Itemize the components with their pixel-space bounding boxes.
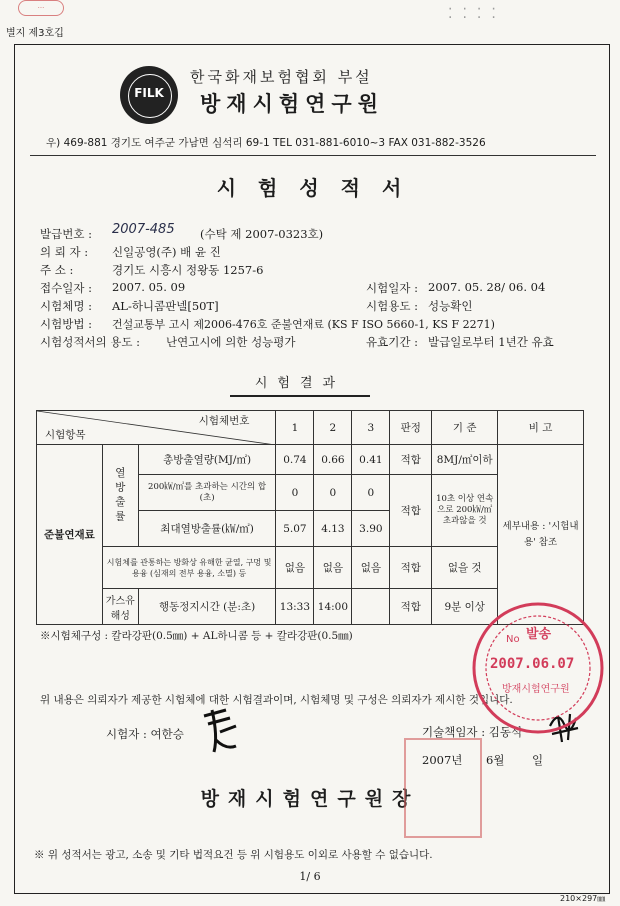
header-judge: 판정 — [390, 411, 432, 445]
method-label: 시험방법 : — [40, 317, 92, 331]
paper-size: 210×297㎜ — [560, 894, 606, 903]
row3-v3: 3.90 — [352, 511, 390, 547]
address-value: 경기도 시흥시 정왕동 1257-6 — [112, 263, 264, 277]
form-number: 별지 제3호깁 — [6, 28, 64, 39]
org-address: 우) 469-881 경기도 여주군 가남면 심석리 69-1 TEL 031-881-6010~3 FAX 031-882-3526 — [46, 137, 486, 149]
row1-v2: 0.66 — [314, 445, 352, 475]
row5-judge: 적합 — [390, 589, 432, 625]
test-date-label: 시험일자 : — [366, 281, 418, 295]
row5-v3 — [352, 589, 390, 625]
date-month: 6월 — [486, 753, 505, 767]
page-number: 1/ 6 — [299, 870, 321, 883]
filk-logo — [120, 66, 178, 124]
client-label: 의 뢰 자 : — [40, 245, 89, 259]
header-col-2: 2 — [314, 411, 352, 445]
header-specimen-number: 시험체번호 — [198, 415, 250, 427]
usage-value: 성능확인 — [428, 299, 473, 313]
row23-criteria: 10초 이상 연속으로 200㎾/㎡ 초과않을 것 — [432, 475, 498, 547]
group-gas-toxicity: 가스유해성 — [102, 589, 138, 625]
row3-v2: 4.13 — [314, 511, 352, 547]
row2-v2: 0 — [314, 475, 352, 511]
date-day: 일 — [532, 753, 544, 767]
row3-v1: 5.07 — [276, 511, 314, 547]
row2-v1: 0 — [276, 475, 314, 511]
logo-text: FILK — [134, 86, 164, 100]
validity-value: 발급일로부터 1년간 유효 — [428, 335, 554, 349]
row2-v3: 0 — [352, 475, 390, 511]
received-date-label: 접수일자 : — [40, 281, 92, 295]
client-value: 신일공영(주) 배 윤 진 — [112, 245, 221, 259]
date-year: 2007년 — [422, 753, 463, 767]
dispatch-stamp — [468, 598, 608, 738]
row2-label: 200㎾/㎡를 초과하는 시간의 합(초) — [138, 475, 276, 511]
row4-label: 시험체를 관통하는 방화상 유해한 균열, 구멍 및 용융 (심재의 전부 용융, 소멸) 등 — [102, 547, 276, 589]
row23-judge: 적합 — [390, 475, 432, 547]
row4-v2: 없음 — [314, 547, 352, 589]
stamp-org: 방재시험연구원 — [502, 684, 570, 695]
specimen-label: 시험체명 : — [40, 299, 92, 313]
row4-v1: 없음 — [276, 547, 314, 589]
results-title: 시험결과 — [230, 372, 370, 397]
results-table — [36, 410, 584, 625]
consign-number: (수탁 제 2007-0323호) — [200, 227, 324, 241]
group-heat-release: 열방출률 — [102, 445, 138, 547]
row1-label: 총방출열량(MJ/㎡) — [138, 445, 276, 475]
tester-signature — [196, 706, 244, 756]
remark-cell: 세부내용 : '시험내용' 참조 — [498, 445, 584, 625]
header-col-3: 3 — [352, 411, 390, 445]
row4-v3: 없음 — [352, 547, 390, 589]
stamp-no: No — [506, 634, 520, 645]
purpose-value: 난연고시에 의한 성능평가 — [166, 335, 296, 349]
row1-v1: 0.74 — [276, 445, 314, 475]
row5-label: 행동정지시간 (분:초) — [138, 589, 276, 625]
header-criteria: 기 준 — [432, 411, 498, 445]
row1-criteria: 8MJ/㎡이하 — [432, 445, 498, 475]
row4-judge: 적합 — [390, 547, 432, 589]
usage-label: 시험용도 : — [366, 299, 418, 313]
org-name: 방재시험연구원 — [200, 91, 385, 116]
statement-text: 위 내용은 의뢰자가 제공한 시험체에 대한 시험결과이며, 시험체명 및 구성은 의뢰자가 제시한 것입니다. — [40, 694, 513, 706]
row5-v2: 14:00 — [314, 589, 352, 625]
row1-v3: 0.41 — [352, 445, 390, 475]
divider — [30, 155, 596, 156]
row5-criteria: 9분 이상 — [432, 589, 498, 625]
disclaimer: ※ 위 성적서는 광고, 소송 및 기타 법적요건 등 위 시험용도 이외로 사용할 수 없습니다. — [34, 849, 433, 861]
group-semi-nonflammable: 준불연재료 — [37, 445, 103, 625]
method-value: 건설교통부 고시 제2006-476호 준불연재료 (KS F ISO 5660-1, KS F 2271) — [112, 318, 495, 331]
row1-judge: 적합 — [390, 445, 432, 475]
row4-criteria: 없을 것 — [432, 547, 498, 589]
received-date-value: 2007. 05. 09 — [112, 280, 186, 294]
official-seal-rect — [404, 738, 482, 838]
table-header-diagonal — [37, 411, 276, 445]
faint-stamp-top: ··· — [18, 0, 64, 16]
specimen-value: AL-하니콤판넬[50T] — [112, 299, 219, 313]
faint-mark-top-right: ⁚⁚⁚⁚ — [448, 6, 506, 22]
header-col-1: 1 — [276, 411, 314, 445]
issue-number-label: 발급번호 : — [40, 227, 92, 241]
tester-label: 시험자 : 여한승 — [106, 727, 184, 741]
org-subtitle: 한국화재보험협회 부설 — [190, 68, 373, 86]
header-test-item: 시험항목 — [45, 429, 86, 441]
stamp-date: 2007.06.07 — [490, 656, 575, 672]
stamp-issued: 발송 — [526, 627, 552, 642]
row3-label: 최대열방출률(㎾/㎡) — [138, 511, 276, 547]
test-date-value: 2007. 05. 28/ 06. 04 — [428, 280, 546, 294]
institute-director: 방재시험연구원장 — [200, 788, 420, 810]
validity-label: 유효기간 : — [366, 335, 418, 349]
composition-note: ※시험체구성 : 칼라강판(0.5㎜) + AL하니콤 등 + 칼라강판(0.5㎜) — [40, 630, 353, 642]
manager-label: 기술책임자 : 김동석 — [422, 725, 523, 739]
row5-v1: 13:33 — [276, 589, 314, 625]
document-title: 시험성적서 — [216, 176, 424, 200]
issue-number-handwritten: 2007-485 — [112, 222, 175, 237]
purpose-label: 시험성적서의 용도 : — [40, 335, 141, 349]
header-remark: 비 고 — [498, 411, 584, 445]
address-label: 주 소 : — [40, 263, 74, 277]
